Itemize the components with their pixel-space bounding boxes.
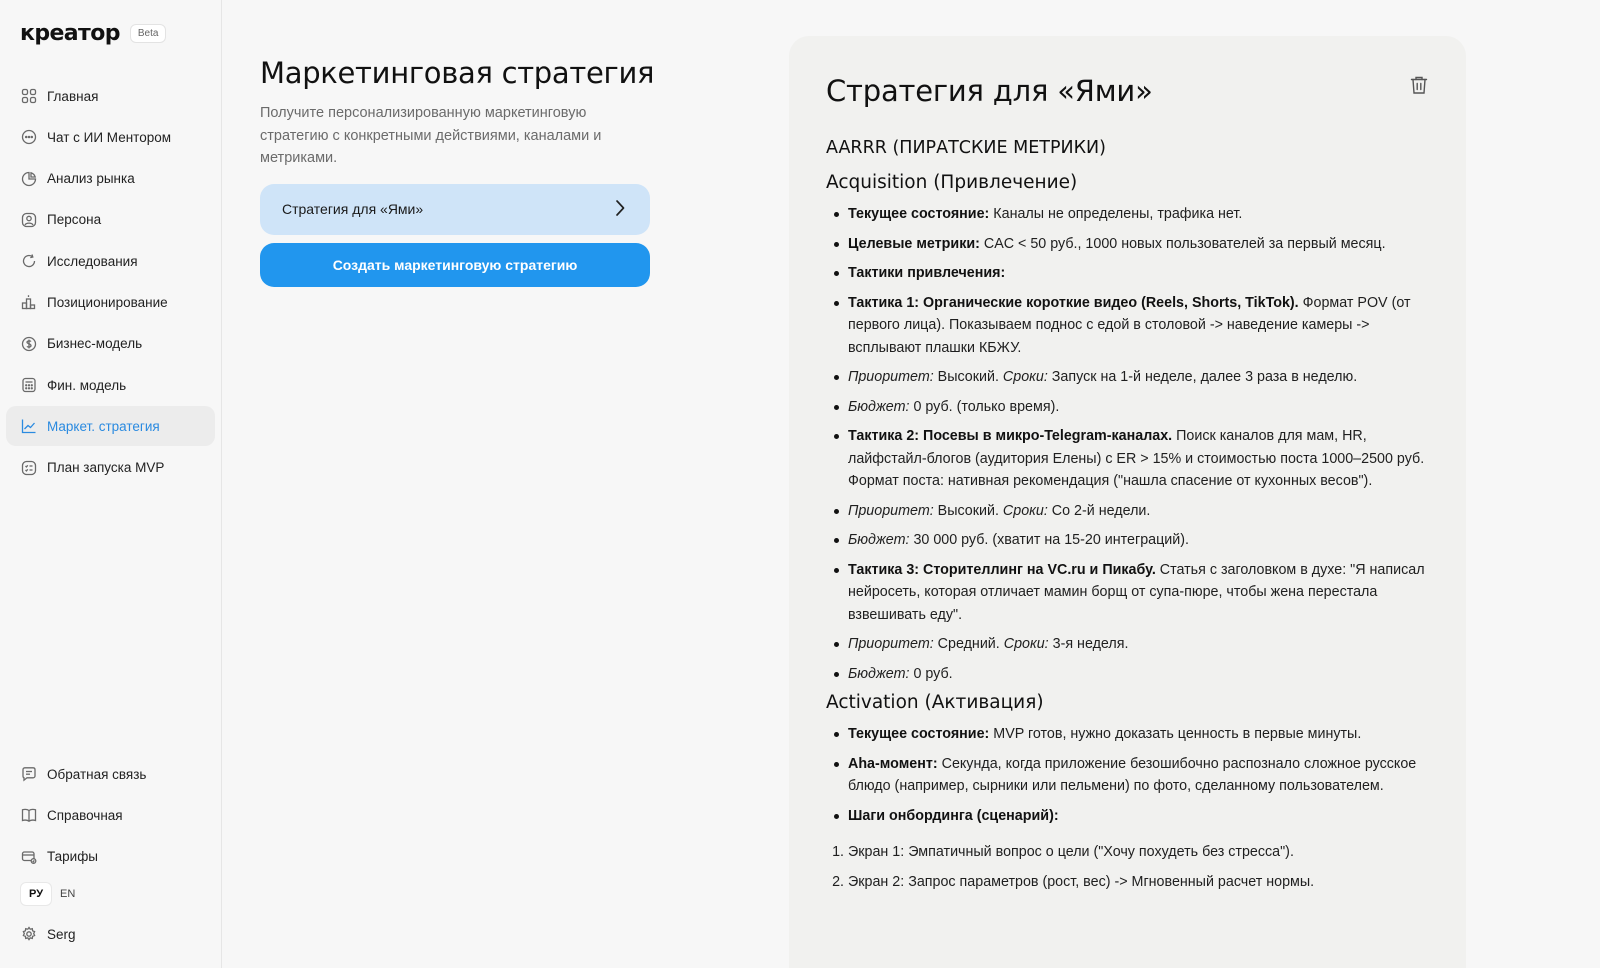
- refresh-icon: [20, 253, 37, 270]
- strategy-item-label: Стратегия для «Ями»: [282, 201, 424, 217]
- user-settings[interactable]: [6, 914, 215, 954]
- item-text: 0 руб. (только время).: [909, 398, 1060, 415]
- list-item: [848, 559, 1430, 627]
- calculator-icon: [20, 377, 37, 394]
- list-item: 1. Экран 1: Эмпатичный вопрос о цели ("Хочу похудеть без стресса").: [848, 841, 1430, 864]
- item-label: Бюджет:: [848, 532, 910, 548]
- sidebar-item-fin-model[interactable]: [6, 365, 215, 405]
- podium-icon: [20, 294, 37, 311]
- sidebar-item-label: Бизнес-модель: [47, 336, 143, 352]
- list-item: [848, 663, 1430, 686]
- list-item: [848, 425, 1430, 493]
- item-label: Бюджет:: [848, 398, 910, 415]
- list-item: [848, 366, 1430, 389]
- sidebar-item-pricing[interactable]: [6, 837, 215, 877]
- sidebar-item-label: Тарифы: [47, 849, 99, 865]
- item-text: MVP готов, нужно доказать ценность в первые минуты.: [989, 726, 1362, 742]
- list-item: [848, 500, 1430, 523]
- sidebar-item-label: Анализ рынка: [47, 171, 135, 187]
- sidebar-item-marketing-strategy[interactable]: [6, 406, 215, 446]
- doc-section-title: AARRR (ПИРАТСКИЕ МЕТРИКИ): [826, 138, 1106, 158]
- chat-icon: [20, 129, 37, 146]
- list-item: [848, 633, 1430, 656]
- item-label: Aha-момент:: [848, 755, 938, 772]
- card-icon: [20, 848, 37, 865]
- dollar-icon: [20, 335, 37, 352]
- delete-button[interactable]: [1408, 74, 1430, 96]
- item-text: Высокий.: [933, 502, 1003, 519]
- list-item: 2. Экран 2: Запрос параметров (рост, вес) -> Мгновенный расчет нормы.: [848, 871, 1430, 894]
- language-switcher: [6, 882, 215, 906]
- item-label: Сроки:: [1003, 636, 1049, 652]
- sidebar-item-label: Чат с ИИ Ментором: [47, 129, 171, 145]
- list-item: [848, 396, 1430, 419]
- item-text: CAC < 50 руб., 1000 новых пользователей за первый месяц.: [979, 235, 1386, 252]
- list-item: [848, 529, 1430, 552]
- checklist-icon: [20, 459, 37, 476]
- item-text: Средний.: [933, 636, 1004, 652]
- acquisition-list: [826, 203, 1430, 685]
- list-item: [848, 805, 1430, 828]
- item-label: Приоритет:: [848, 369, 934, 385]
- gear-icon: [20, 926, 37, 943]
- item-label: Тактика 1: Органические короткие видео (Reels, Shorts, TikTok).: [848, 294, 1299, 311]
- item-text: Секунда, когда приложение безошибочно распознало сложное русское блюдо (например, сырники или пельмени) по фото, сделанному пользователем.: [848, 755, 1417, 794]
- sidebar-item-feedback[interactable]: [6, 754, 215, 794]
- item-text: Запуск на 1-й неделе, далее 3 раза в неделю.: [1047, 369, 1358, 385]
- sidebar-item-research[interactable]: [6, 241, 215, 281]
- beta-badge: Beta: [130, 24, 167, 43]
- logo[interactable]: креатор: [20, 20, 120, 46]
- item-label: Сроки:: [1002, 369, 1048, 385]
- item-label: Текущее состояние:: [848, 206, 990, 222]
- sidebar-item-persona[interactable]: [6, 200, 215, 240]
- sidebar-item-label: План запуска MVP: [47, 460, 165, 476]
- item-label: Тактика 2: Посевы в микро-Telegram-каналах.: [848, 428, 1173, 444]
- list-item: [848, 203, 1430, 226]
- list-item: [848, 723, 1430, 746]
- grid-icon: [20, 88, 37, 105]
- sidebar-item-label: Маркет. стратегия: [47, 418, 160, 434]
- page-title: Маркетинговая стратегия: [260, 56, 655, 90]
- item-text: Со 2-й недели.: [1047, 502, 1151, 519]
- sidebar-item-label: Обратная связь: [47, 766, 147, 782]
- strategy-document: [789, 36, 1466, 968]
- item-label: Шаги онбординга (сценарий):: [848, 807, 1059, 824]
- activation-list: [826, 723, 1430, 827]
- sidebar: [0, 0, 222, 968]
- page-subtitle: Получите персонализированную маркетинговую стратегию с конкретными действиями, каналами и метриками.: [260, 105, 602, 166]
- sidebar-item-positioning[interactable]: [6, 282, 215, 322]
- item-label: Текущее состояние:: [848, 726, 990, 742]
- doc-header: [826, 74, 1430, 108]
- item-text: Поиск каналов для мам, HR, лайфстайл-блогов (аудитория Елены) с ER > 15% и стоимостью поста 1000–2500 руб. Формат поста: нативная рекомендация ("нашла спасение от кухонных весов").: [848, 428, 1425, 489]
- trash-icon: [1408, 74, 1430, 96]
- item-label: Тактики привлечения:: [848, 265, 1006, 281]
- chevron-right-icon: [614, 199, 626, 220]
- onboarding-steps: [826, 841, 1430, 893]
- pie-chart-icon: [20, 170, 37, 187]
- sidebar-item-label: Персона: [47, 212, 102, 228]
- doc-title: Стратегия для «Ями»: [826, 74, 1153, 108]
- item-label: Бюджет:: [848, 665, 910, 682]
- item-text: 3-я неделя.: [1048, 636, 1129, 652]
- lang-ru-button[interactable]: РУ: [20, 882, 52, 906]
- list-item: [848, 262, 1430, 285]
- sidebar-bottom-nav: [6, 754, 215, 878]
- item-text: 30 000 руб. (хватит на 15-20 интеграций).: [909, 532, 1189, 548]
- sidebar-item-label: Фин. модель: [47, 377, 127, 393]
- main-panel: [222, 0, 787, 968]
- item-text: Формат POV (от первого лица). Показываем поднос с едой в столовой -> наведение камеры -> всплывают плашки КБЖУ.: [848, 294, 1411, 356]
- person-icon: [20, 211, 37, 228]
- list-item: [848, 753, 1430, 798]
- message-icon: [20, 766, 37, 783]
- acquisition-heading: Acquisition (Привлечение): [826, 172, 1078, 193]
- book-icon: [20, 807, 37, 824]
- item-text: Высокий.: [933, 369, 1003, 385]
- sidebar-item-label: Справочная: [47, 807, 123, 823]
- item-label: Приоритет:: [848, 502, 934, 519]
- sidebar-item-mvp-plan[interactable]: [6, 448, 215, 488]
- sidebar-item-label: Позиционирование: [47, 294, 168, 310]
- list-item: [848, 233, 1430, 256]
- sidebar-nav: [6, 76, 215, 489]
- brand: [6, 18, 215, 48]
- sidebar-item-chat[interactable]: [6, 117, 215, 157]
- item-label: Сроки:: [1002, 502, 1048, 519]
- strategy-list-item[interactable]: [260, 184, 650, 235]
- sidebar-item-help[interactable]: [6, 795, 215, 835]
- sidebar-item-home[interactable]: [6, 76, 215, 116]
- sidebar-item-market-analysis[interactable]: [6, 159, 215, 199]
- sidebar-item-label: Исследования: [47, 253, 138, 269]
- lang-en-button[interactable]: EN: [60, 888, 76, 900]
- list-item: [848, 292, 1430, 360]
- item-text: Статья с заголовком в духе: "Я написал нейросеть, которая отличает мамин борщ от супа-пюре, чтобы жена перестала взвешивать еду".: [848, 561, 1425, 623]
- item-text: 0 руб.: [909, 665, 953, 682]
- item-label: Приоритет:: [848, 636, 934, 652]
- sidebar-item-label: Главная: [47, 88, 99, 104]
- item-text: Каналы не определены, трафика нет.: [989, 206, 1243, 222]
- item-label: Целевые метрики:: [848, 235, 980, 252]
- user-name: Serg: [47, 926, 76, 942]
- trending-icon: [20, 418, 37, 435]
- sidebar-item-business-model[interactable]: [6, 324, 215, 364]
- activation-heading: Activation (Активация): [826, 692, 1044, 713]
- create-strategy-button[interactable]: Создать маркетинговую стратегию: [260, 243, 650, 287]
- item-label: Тактика 3: Сторителлинг на VC.ru и Пикабу.: [848, 561, 1156, 578]
